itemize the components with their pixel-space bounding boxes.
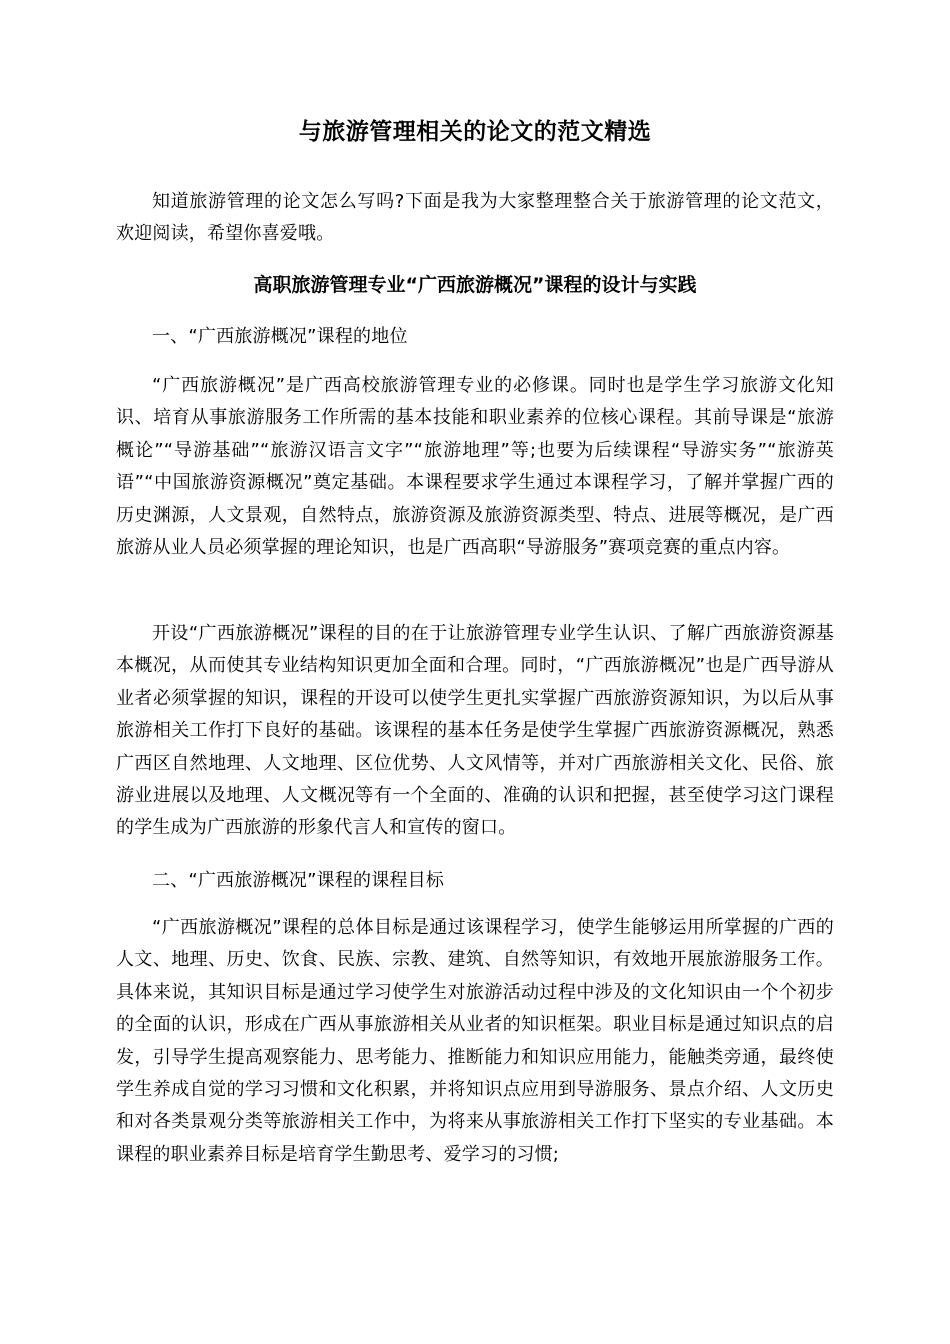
subheading-2: 二、“广西旅游概况”课程的课程目标 [152,870,445,891]
document-title: 与旅游管理相关的论文的范文精选 [298,119,652,145]
section-title: 高职旅游管理专业“广西旅游概况”课程的设计与实践 [253,274,697,296]
subheading-1: 一、“广西旅游概况”课程的地位 [152,326,408,347]
body-paragraph-2: 开设“广西旅游概况”课程的目的在于让旅游管理专业学生认识、了解广西旅游资源基本概况，从而使其专业结构知识更加全面和合理。同时，“广西旅游概况”也是广西导游从业者必须掌握的知识，课程的开设可以使学生更扎实掌握广西旅游资源知识，为以后从事旅游相关工作打下良好的基础。该课程的基本任务是使学生掌握广西旅游资源概况，熟悉广西区自然地理、人文地理、区位优势、人文风情等，并对广西旅游相关文化、民俗、旅游业进展以及地理、人文概况等有一个全面的、准确的认识和把握，甚至使学习这门课程的学生成为广西旅游的形象代言人和宣传的窗口。 [116,623,834,839]
body-paragraph-1: “广西旅游概况”是广西高校旅游管理专业的必修课。同时也是学生学习旅游文化知识、培育从事旅游服务工作所需的基本技能和职业素养的位核心课程。其前导课是“旅游概论”“导游基础”“旅游汉语言文字”“旅游地理”等;也要为后续课程“导游实务”“旅游英语”“中国旅游资源概况”奠定基础。本课程要求学生通过本课程学习，了解并掌握广西的历史渊源，人文景观，自然特点，旅游资源及旅游资源类型、特点、进展等概况，是广西旅游从业人员必须掌握的理论知识，也是广西高职“导游服务”赛项竞赛的重点内容。 [116,375,834,559]
intro-paragraph: 知道旅游管理的论文怎么写吗?下面是我为大家整理整合关于旅游管理的论文范文，欢迎阅读，希望你喜爱哦。 [116,191,834,245]
body-paragraph-3: “广西旅游概况”课程的总体目标是通过该课程学习，使学生能够运用所掌握的广西的人文、地理、历史、饮食、民族、宗教、建筑、自然等知识，有效地开展旅游服务工作。具体来说，其知识目标是通过学习使学生对旅游活动过程中涉及的文化知识由一个个初步的全面的认识，形成在广西从事旅游相关从业者的知识框架。职业目标是通过知识点的启发，引导学生提高观察能力、思考能力、推断能力和知识应用能力，能触类旁通，最终使学生养成自觉的学习习惯和文化积累，并将知识点应用到导游服务、景点介绍、人文历史和对各类景观分类等旅游相关工作中，为将来从事旅游相关工作打下坚实的专业基础。本课程的职业素养目标是培育学生勤思考、爱学习的习惯; [116,917,834,1165]
